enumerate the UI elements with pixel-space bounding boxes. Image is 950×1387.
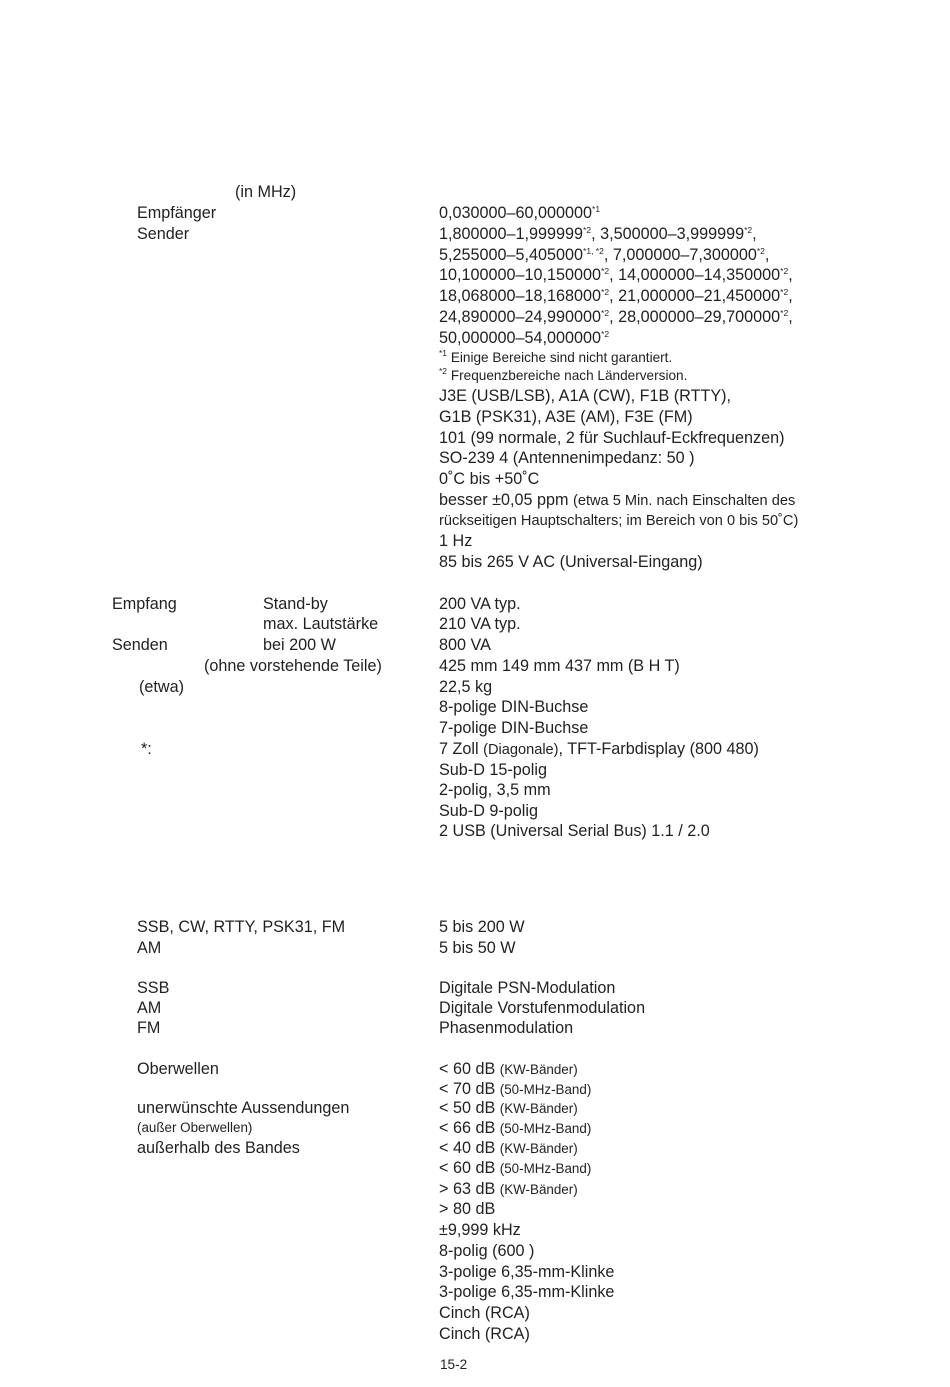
weight-value: 22,5 kg (439, 678, 493, 696)
subd15-value: Sub-D 15-polig (439, 761, 547, 779)
standby-va-value: 200 VA typ. (439, 595, 521, 613)
subd9-value: Sub-D 9-polig (439, 802, 538, 820)
tx-range-line-3: 10,100000–10,150000$^{*2}$, 14,000000–14,350000$^{*2}$, (439, 266, 793, 284)
din7-value: 7-polige DIN-Buchse (439, 719, 589, 737)
maxvol-va-value: 210 VA typ. (439, 615, 521, 633)
freq-unit-label: (in MHz) (235, 183, 297, 201)
page-number: 15-2 (440, 1357, 468, 1372)
carrier-hf-value: > 63 dB (KW-Bänder) (439, 1180, 578, 1198)
mod-am-label: AM (137, 999, 162, 1017)
harmonics-label: Oberwellen (137, 1060, 219, 1078)
antenna-value: SO-239 4 (Antennenimpedanz: 50 ) (439, 449, 695, 467)
usb-value: 2 USB (Universal Serial Bus) 1.1 / 2.0 (439, 822, 710, 840)
receive-label: Empfang (112, 595, 177, 613)
tx-range-line-5: 24,890000–24,990000$^{*2}$, 28,000000–29,700000$^{*2}$, (439, 308, 793, 326)
carrier-value: > 80 dB (439, 1200, 496, 1218)
twopin-value: 2-polig, 3,5 mm (439, 781, 551, 799)
key-jack-2-value: 3-polige 6,35-mm-Klinke (439, 1283, 615, 1301)
power-ssb-value: 5 bis 200 W (439, 918, 525, 936)
rx-range-value: 0,030000–60,000000$^{*1}$ (439, 204, 601, 222)
key-jack-value: 3-polige 6,35-mm-Klinke (439, 1263, 615, 1281)
out-of-band-label: außerhalb des Bandes (137, 1139, 300, 1157)
mod-fm-label: FM (137, 1019, 161, 1037)
harmonics-hf-value: < 60 dB (KW-Bänder) (439, 1060, 578, 1078)
dimensions-value: 425 mm 149 mm 437 mm (B H T) (439, 657, 680, 675)
star-colon-label: *: (141, 740, 152, 758)
approx-label: (etwa) (139, 678, 184, 696)
tx-range-line-2: $5,255000-5,405000^{*1, *2}$, 7,000000–7,300000$^{*2}$, (439, 246, 770, 264)
footnote-2: $^{*2}$ Frequenzbereiche nach Länderversion. (439, 366, 688, 383)
modes-line-1: J3E (USB/LSB), A1A (CW), F1B (RTTY), (439, 387, 732, 405)
tx-range-line-4: 18,068000–18,168000$^{*2}$, 21,000000–21,450000$^{*2}$, (439, 287, 793, 305)
mod-am-value: Digitale Vorstufenmodulation (439, 999, 646, 1017)
footnote-1: $^{*1}$ Einige Bereiche sind nicht garantiert. (439, 348, 673, 365)
tx-range-line-6: 50,000000–54,000000$^{*2}$ (439, 329, 610, 347)
transmit-label: Senden (112, 636, 168, 654)
mod-ssb-label: SSB (137, 979, 170, 997)
mic-connector-value: 8-polig (600 ) (439, 1242, 535, 1260)
tx-va-value: 800 VA (439, 636, 491, 654)
memory-value: 101 (99 normale, 2 für Suchlauf-Eckfrequenzen) (439, 429, 785, 447)
rca-2-value: Cinch (RCA) (439, 1325, 530, 1343)
tx-range-line-1: 1,800000–1,999999$^{*2}$, 3,500000–3,999999$^{*2}$, (439, 225, 757, 243)
spurious-50mhz-value: < 66 dB (50-MHz-Band) (439, 1119, 592, 1137)
temp-value: 0˚C bis +50˚C (439, 470, 540, 488)
stability-line-1: besser ±0,05 ppm (etwa 5 Min. nach Einschalten des (439, 491, 796, 509)
out-of-band-hf-value: < 40 dB (KW-Bänder) (439, 1139, 578, 1157)
dims-note-label: (ohne vorstehende Teile) (204, 657, 382, 675)
power-supply-value: 85 bis 265 V AC (Universal-Eingang) (439, 553, 703, 571)
mod-fm-value: Phasenmodulation (439, 1019, 574, 1037)
spurious-label: unerwünschte Aussendungen (137, 1099, 350, 1117)
max-volume-label: max. Lautstärke (263, 615, 379, 633)
step-value: 1 Hz (439, 532, 473, 550)
mode-ssb-label: SSB, CW, RTTY, PSK31, FM (137, 918, 346, 936)
except-harmonics-label: (außer Oberwellen) (137, 1120, 253, 1135)
rit-value: ±9,999 kHz (439, 1221, 521, 1239)
mode-am-label: AM (137, 939, 162, 957)
spurious-hf-value: < 50 dB (KW-Bänder) (439, 1099, 578, 1117)
mod-ssb-value: Digitale PSN-Modulation (439, 979, 616, 997)
modes-line-2: G1B (PSK31), A3E (AM), F3E (FM) (439, 408, 693, 426)
out-of-band-50mhz-value: < 60 dB (50-MHz-Band) (439, 1159, 592, 1177)
at-200w-label: bei 200 W (263, 636, 336, 654)
rca-1-value: Cinch (RCA) (439, 1304, 530, 1322)
harmonics-50mhz-value: < 70 dB (50-MHz-Band) (439, 1080, 592, 1098)
din8-value: 8-polige DIN-Buchse (439, 698, 589, 716)
stability-line-2: rückseitigen Hauptschalters; im Bereich von 0 bis 50˚C) (439, 513, 799, 529)
receiver-label: Empfänger (137, 204, 217, 222)
display-value: 7 Zoll (Diagonale), TFT-Farbdisplay (800 480) (439, 740, 759, 758)
power-am-value: 5 bis 50 W (439, 939, 516, 957)
standby-label: Stand-by (263, 595, 328, 613)
transmitter-label: Sender (137, 225, 190, 243)
